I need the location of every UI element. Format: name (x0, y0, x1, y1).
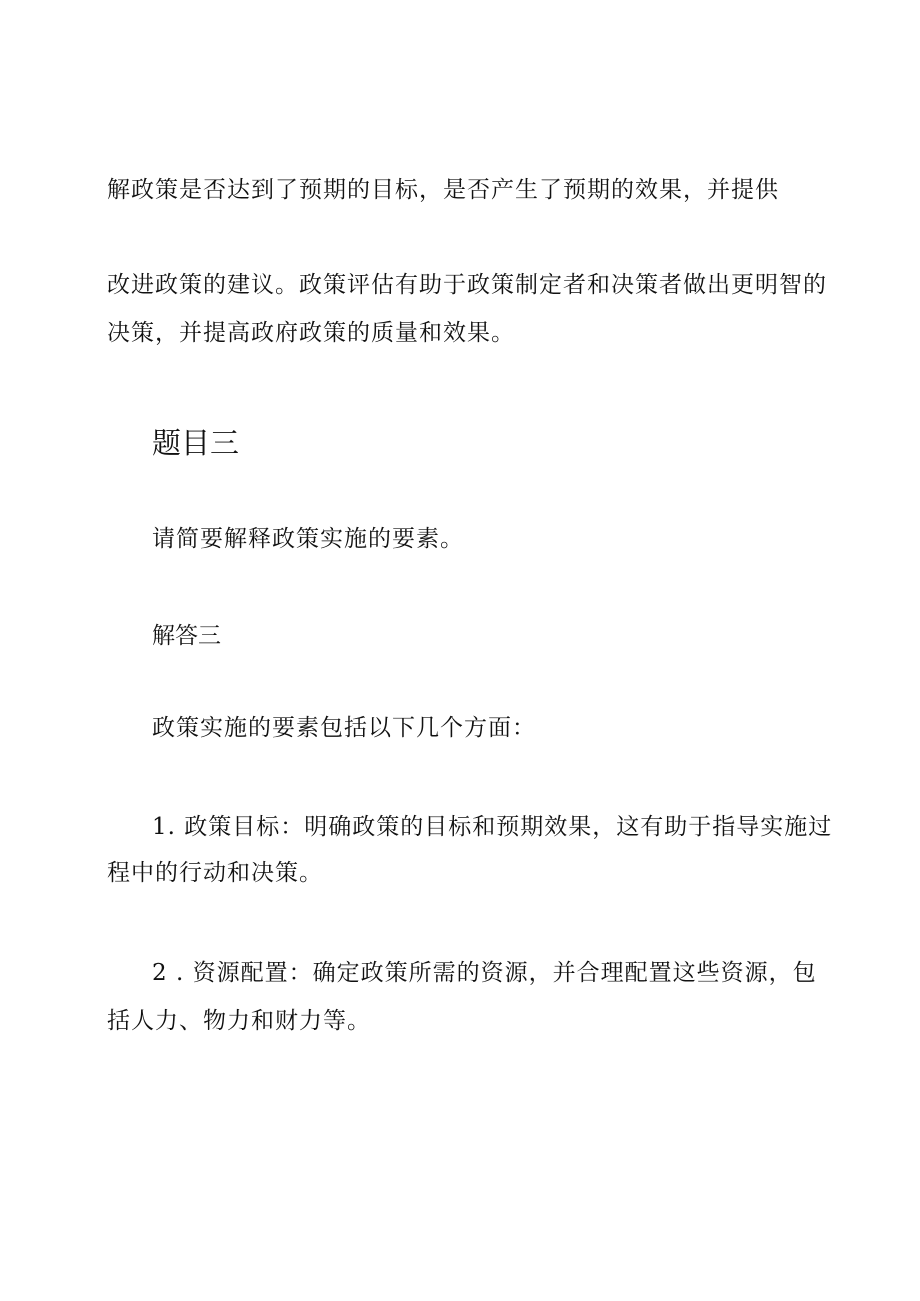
item-2-line-2: 括人力、物力和财力等。 (107, 1008, 371, 1034)
question-title: 题目三 (152, 426, 240, 460)
item-1-line-1: 1. 政策目标：明确政策的目标和预期效果，这有助于指导实施过 (152, 814, 833, 840)
intro-line-2: 改进政策的建议。政策评估有助于政策制定者和决策者做出更明智的 (107, 272, 827, 298)
intro-line-3: 决策，并提高政府政策的质量和效果。 (107, 320, 515, 346)
answer-intro: 政策实施的要素包括以下几个方面： (152, 715, 536, 741)
item-1-line-2: 程中的行动和决策。 (107, 860, 323, 886)
question-text: 请简要解释政策实施的要素。 (152, 526, 464, 552)
answer-title: 解答三 (152, 623, 221, 649)
item-2-line-1: 2 . 资源配置：确定政策所需的资源，并合理配置这些资源，包 (152, 960, 817, 986)
intro-line-1: 解政策是否达到了预期的目标，是否产生了预期的效果，并提供 (107, 177, 779, 203)
